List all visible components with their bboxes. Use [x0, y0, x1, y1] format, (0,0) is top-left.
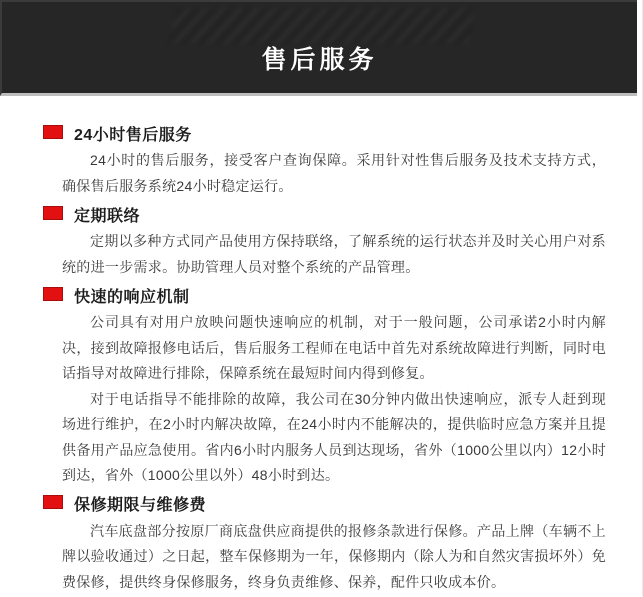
section-paragraph: 汽车底盘部分按原厂商底盘供应商提供的报修条款进行保修。产品上牌（车辆不上牌以验收通过）之日起，整车保修期为一年，保修期内（除人为和自然灾害损坏外）免费保修，提供终身保修服务，终身负责维修、保养，配件只收成本价。	[62, 522, 606, 590]
section-heading	[0, 201, 643, 227]
section-paragraph: 定期以多种方式同产品使用方保持联络，了解系统的运行状态并及时关心用户对系统的进一步需求。协助管理人员对整个系统的产品管理。	[62, 233, 606, 275]
red-square-bullet-icon	[43, 206, 63, 220]
section	[0, 282, 643, 489]
section	[0, 120, 643, 199]
section-heading	[0, 491, 643, 517]
page-header-banner	[0, 0, 637, 96]
section-heading-label: 保修期限与维修费	[74, 497, 207, 514]
section-paragraph: 公司具有对用户放映问题快速响应的机制，对于一般问题，公司承诺2小时内解决，接到故障报修电话后，售后服务工程师在电话中首先对系统故障进行判断，同时电话指导对故障进行排除，保障系统在最短时间内得到修复。	[62, 314, 606, 381]
section-heading-label: 定期联络	[74, 207, 141, 225]
section-heading	[0, 282, 643, 308]
page-title: 售后服务	[261, 46, 378, 74]
header-watermark-smudge	[168, 8, 476, 44]
red-square-bullet-icon	[43, 287, 63, 301]
section-heading-label: 24小时售后服务	[74, 126, 192, 144]
section	[0, 491, 643, 596]
red-square-bullet-icon	[43, 495, 63, 509]
content	[0, 96, 643, 597]
section-heading	[0, 120, 643, 146]
section-paragraph: 24小时的售后服务，接受客户查询保障。采用针对性售后服务及技术支持方式，确保售后服务系统24小时稳定运行。	[62, 152, 606, 194]
section-paragraph: 对于电话指导不能排除的故障，我公司在30分钟内做出快速响应，派专人赶到现场进行维护，在2小时内解决故障，在24小时内不能解决的，提供临时应急方案并且提供备用产品应急使用。省内6小时内服务人员到达现场，省外（1000公里以内）12小时到达，省外（1000公里以外）48小时到达。	[62, 390, 606, 483]
section-heading-label: 快速的响应机制	[74, 288, 190, 306]
red-square-bullet-icon	[43, 125, 63, 139]
section	[0, 201, 643, 280]
